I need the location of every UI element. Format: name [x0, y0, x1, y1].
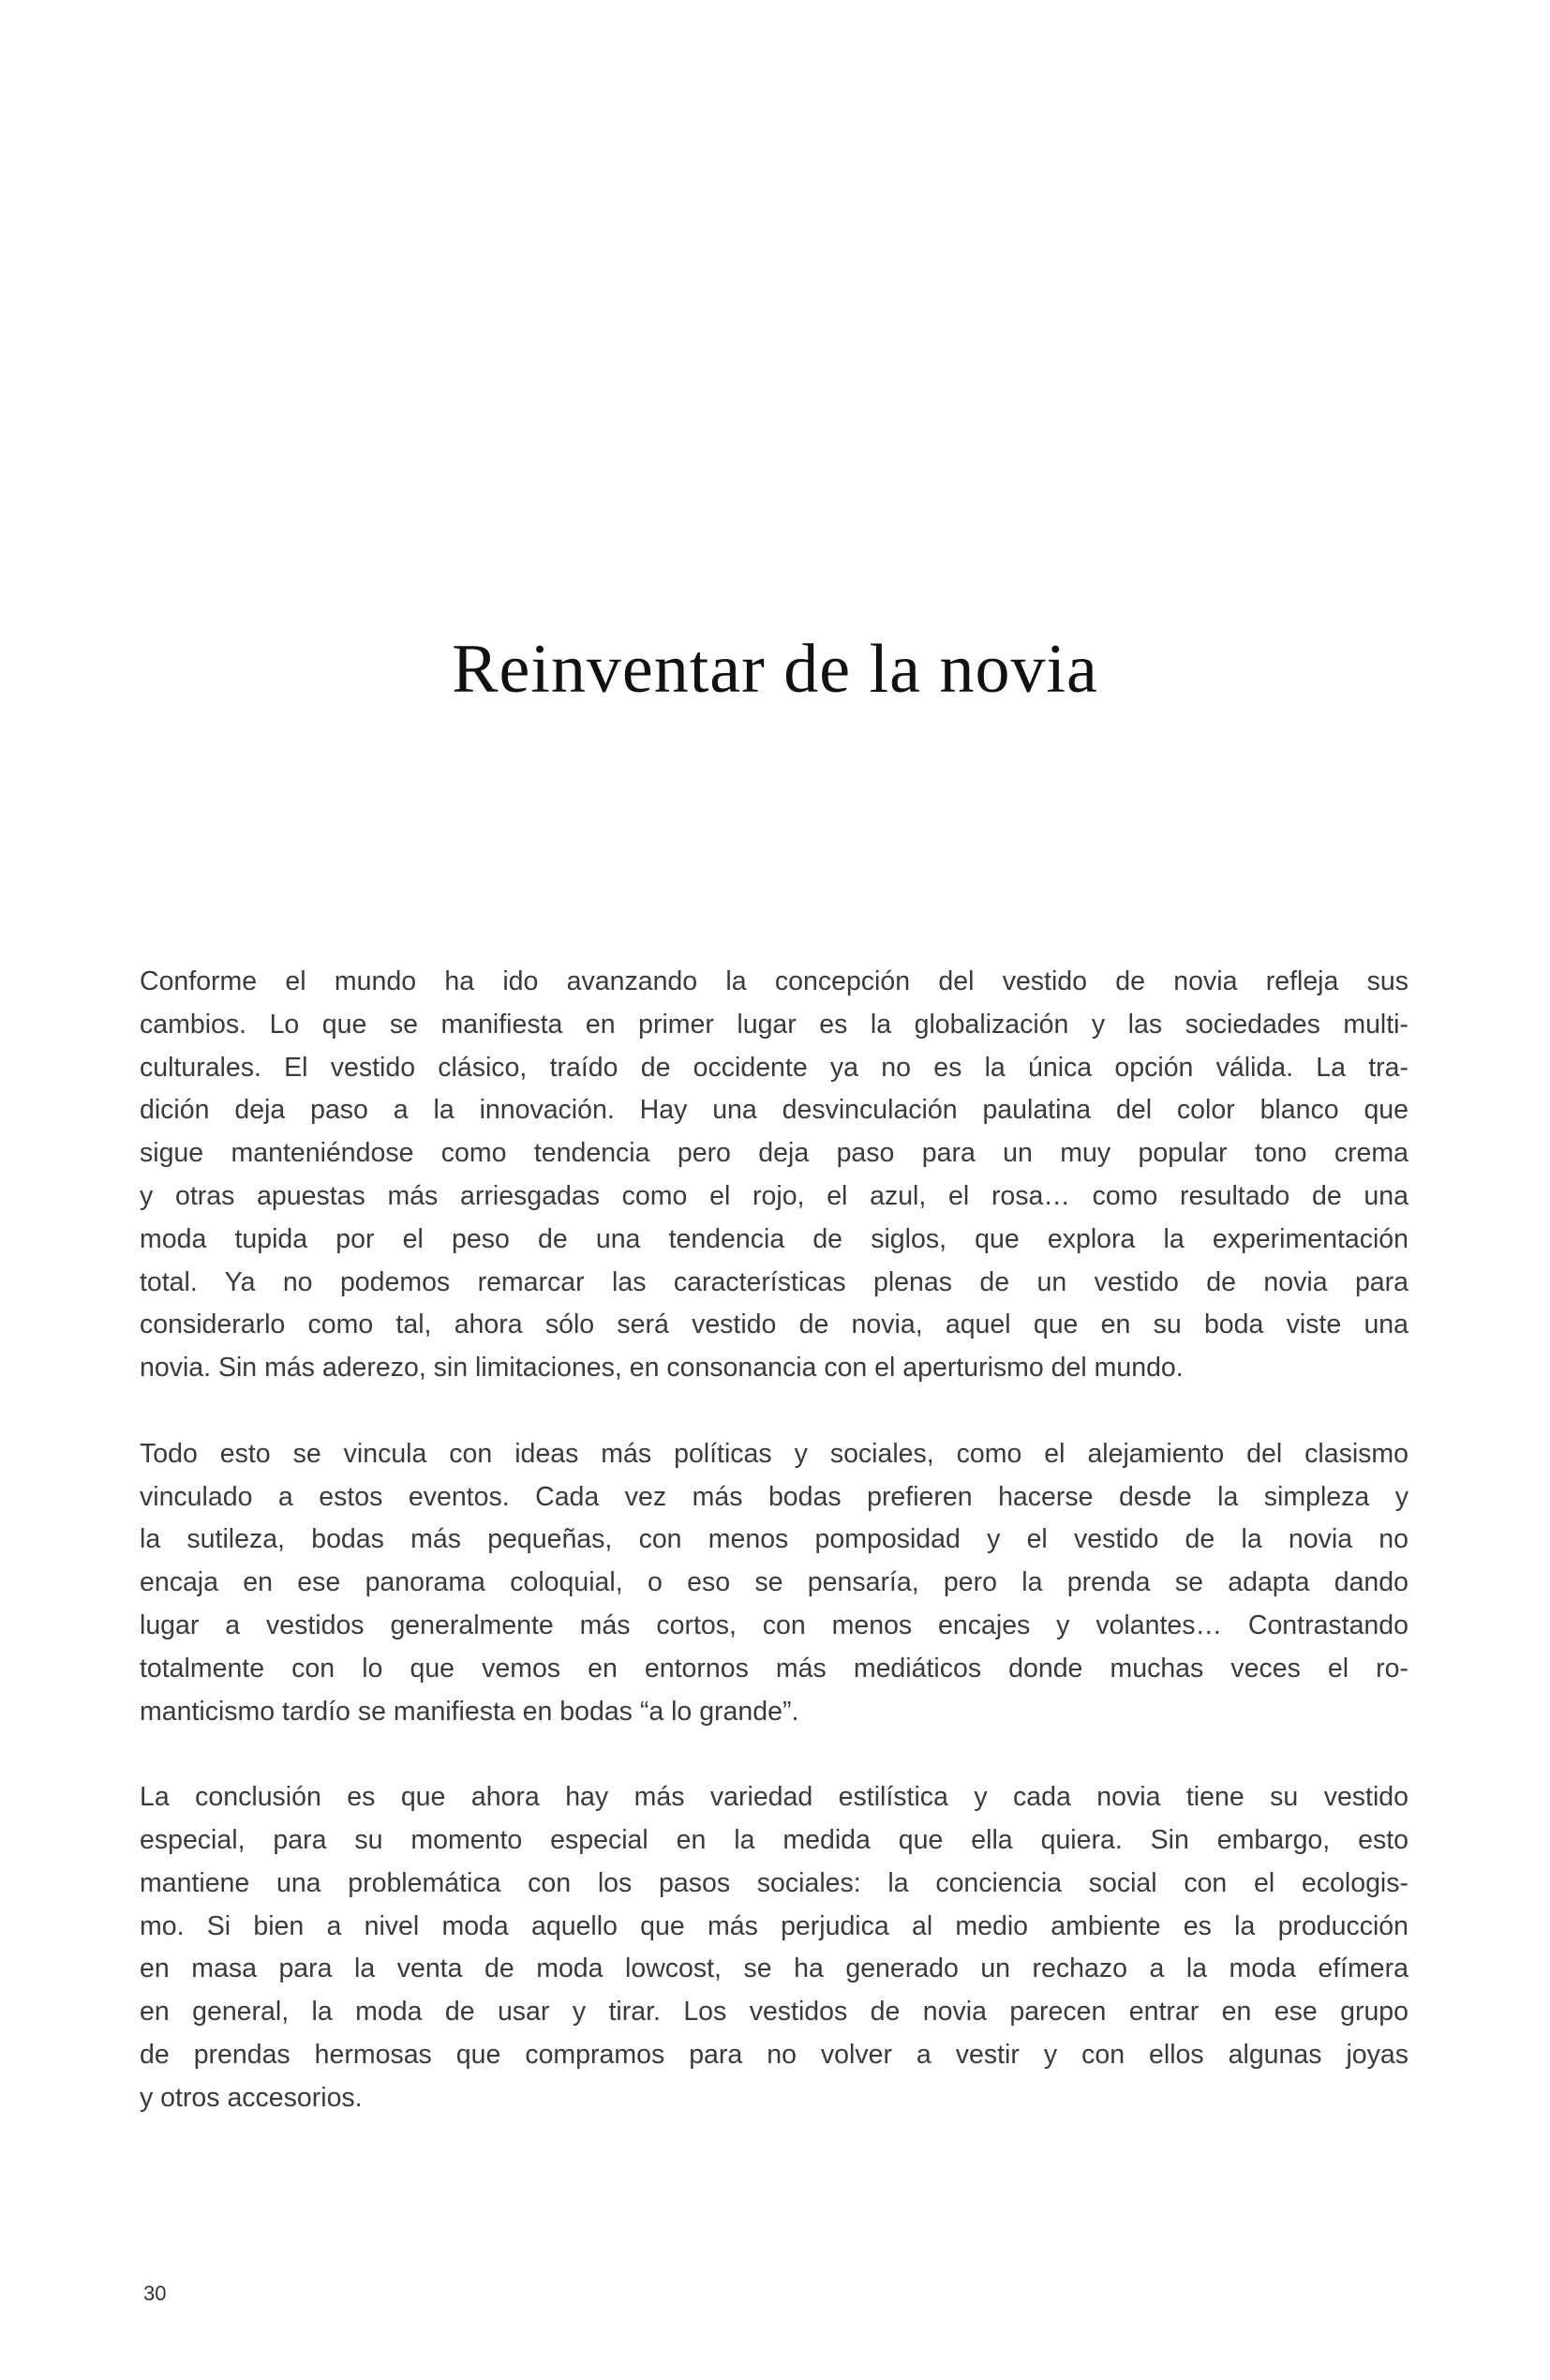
text-line: en masa para la venta de moda lowcost, se ha generado un rechazo a la moda efímera	[140, 1953, 1408, 1984]
text-line: moda tupida por el peso de una tendencia de siglos, que explora la experimentación	[140, 1223, 1408, 1254]
text-line: Todo esto se vincula con ideas más políticas y sociales, como el alejamiento del clasismo	[140, 1438, 1408, 1469]
paragraph	[140, 1776, 1408, 2119]
text-line: y otras apuestas más arriesgadas como el rojo, el azul, el rosa… como resultado de una	[140, 1180, 1408, 1211]
text-line: cambios. Lo que se manifiesta en primer lugar es la globalización y las sociedades multi-	[140, 1009, 1408, 1040]
page-number: 30	[143, 2282, 167, 2305]
article-body	[140, 961, 1408, 2163]
text-line: en general, la moda de usar y tirar. Los vestidos de novia parecen entrar en ese grupo	[140, 1997, 1408, 2028]
text-line: la sutileza, bodas más pequeñas, con menos pomposidad y el vestido de la novia no	[140, 1524, 1408, 1555]
text-line: mo. Si bien a nivel moda aquello que más perjudica al medio ambiente es la producción	[140, 1910, 1408, 1941]
paragraph	[140, 1433, 1408, 1734]
text-line: considerarlo como tal, ahora sólo será vestido de novia, aquel que en su boda viste una	[140, 1310, 1408, 1340]
text-line: sigue manteniéndose como tendencia pero deja paso para un muy popular tono crema	[140, 1138, 1408, 1169]
text-line: lugar a vestidos generalmente más cortos, con menos encajes y volantes… Contrastando	[140, 1609, 1408, 1640]
text-line: manticismo tardío se manifiesta en bodas “a lo grande”.	[140, 1696, 799, 1727]
paragraph	[140, 961, 1408, 1390]
text-line: de prendas hermosas que compramos para no volver a vestir y con ellos algunas joyas	[140, 2039, 1408, 2070]
text-line: culturales. El vestido clásico, traído de occidente ya no es la única opción válida. La tra-	[140, 1052, 1408, 1083]
text-line: especial, para su momento especial en la medida que ella quiera. Sin embargo, esto	[140, 1824, 1408, 1855]
text-line: vinculado a estos eventos. Cada vez más bodas prefieren hacerse desde la simpleza y	[140, 1481, 1408, 1512]
text-line: mantiene una problemática con los pasos sociales: la conciencia social con el ecologis-	[140, 1867, 1408, 1898]
text-line: Conforme el mundo ha ido avanzando la concepción del vestido de novia refleja sus	[140, 966, 1408, 996]
text-line: total. Ya no podemos remarcar las características plenas de un vestido de novia para	[140, 1266, 1408, 1297]
page-title: Reinventar de la novia	[452, 631, 1098, 708]
text-line: encaja en ese panorama coloquial, o eso se pensaría, pero la prenda se adapta dando	[140, 1567, 1408, 1598]
text-line: y otros accesorios.	[140, 2082, 363, 2113]
text-line: dición deja paso a la innovación. Hay una desvinculación paulatina del color blanco que	[140, 1095, 1408, 1126]
text-line: La conclusión es que ahora hay más variedad estilística y cada novia tiene su vestido	[140, 1782, 1408, 1813]
text-line: totalmente con lo que vemos en entornos más mediáticos donde muchas veces el ro-	[140, 1653, 1408, 1684]
text-line: novia. Sin más aderezo, sin limitaciones, en consonancia con el aperturismo del mundo.	[140, 1353, 1184, 1384]
